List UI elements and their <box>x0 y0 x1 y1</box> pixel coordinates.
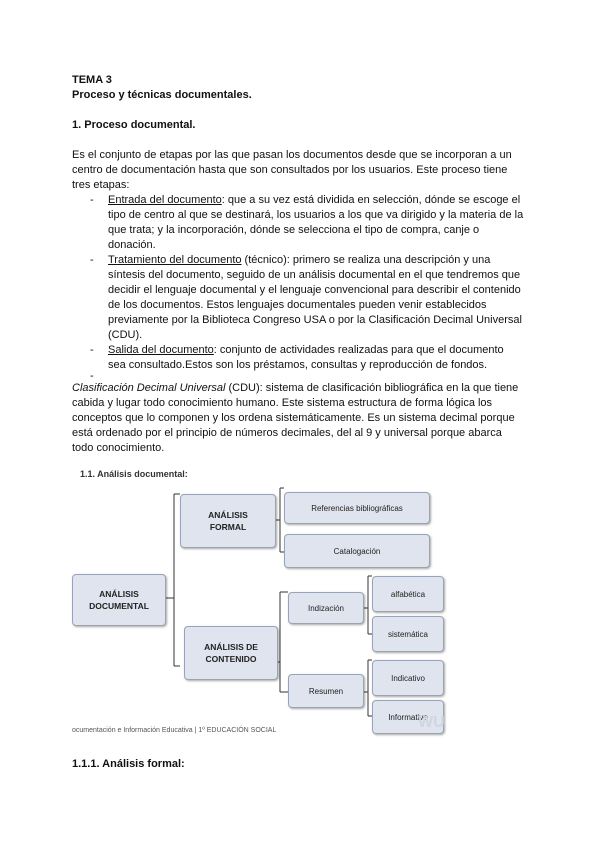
bullet-dash: - <box>90 254 94 266</box>
node-catalogacion: Catalogación <box>284 534 430 568</box>
stage-salida <box>108 343 504 358</box>
stage-text: decidir el lenguaje documental y el lenguaje convencional para describir el contenido <box>108 284 521 296</box>
stage-text: (CDU). <box>108 329 143 341</box>
stage-text: síntesis del documento, seguido de un análisis documental en el que tendremos que <box>108 269 521 281</box>
stage-tratamiento <box>108 253 490 268</box>
section-heading-1-1-1: 1.1.1. Análisis formal: <box>72 758 185 770</box>
stage-text: que trata; y la incorporación, dónde se selecciona el tipo de compra, canje o <box>108 224 480 236</box>
stage-term: Salida del documento <box>108 344 214 356</box>
node-analisis-documental: ANÁLISIS DOCUMENTAL <box>72 574 166 626</box>
stage-entrada <box>108 193 520 208</box>
diagram-caption: ocumentación e Información Educativa | 1º EDUCACIÓN SOCIAL <box>72 727 277 734</box>
bullet-dash: - <box>90 194 94 206</box>
stage-text: : conjunto de actividades realizadas para que el documento <box>213 344 504 356</box>
node-resumen: Resumen <box>288 674 364 708</box>
node-sistematica: sistemática <box>372 616 444 652</box>
tema-label: TEMA 3 <box>72 74 112 86</box>
stage-text: previamente por la Biblioteca Congreso USA o por la Clasificación Decimal Universal <box>108 314 522 326</box>
cdu-text: conceptos que lo componen y los ordena sistemáticamente. Es un sistema decimal porque <box>72 412 515 424</box>
bullet-dash: - <box>90 370 94 382</box>
node-analisis-formal: ANÁLISIS FORMAL <box>180 494 276 548</box>
cdu-text: (CDU): sistema de clasificación bibliográfica en la que tiene <box>225 382 519 394</box>
node-indizacion: Indización <box>288 592 364 624</box>
cdu-text: todo conocimiento. <box>72 442 165 454</box>
node-informativo: Informativo <box>372 700 444 734</box>
stage-text: : que a su vez está dividida en selección, dónde se escoge el <box>221 194 521 206</box>
stage-term: Entrada del documento <box>108 194 222 206</box>
section-heading-1: 1. Proceso documental. <box>72 119 196 131</box>
page-title: Proceso y técnicas documentales. <box>72 89 252 101</box>
stage-text: sea consultado.Estos son los préstamos, consultas y reproducción de fondos. <box>108 359 488 371</box>
node-indicativo: Indicativo <box>372 660 444 696</box>
stage-text: (técnico): primero se realiza una descripción y una <box>241 254 491 266</box>
stage-text: donación. <box>108 239 156 251</box>
intro-line: centro de documentación hasta que son consultados por los usuarios. Este proceso tiene <box>72 164 508 176</box>
diagram-heading: 1.1. Análisis documental: <box>80 469 188 479</box>
cdu-term: Clasificación Decimal Universal <box>72 382 226 394</box>
bullet-dash: - <box>90 344 94 356</box>
intro-line: tres etapas: <box>72 179 130 191</box>
node-analisis-contenido: ANÁLISIS DE CONTENIDO <box>184 626 278 680</box>
watermark-logo: WU <box>418 714 445 731</box>
intro-line: Es el conjunto de etapas por las que pasan los documentos desde que se incorporan a un <box>72 149 512 161</box>
node-alfabetica: alfabética <box>372 576 444 612</box>
stage-text: tipo de centro al que se destinará, los usuarios a los que va dirigido y la materia de la <box>108 209 524 221</box>
cdu-text: está ordenado por el principio de números decimales, del al 9 y universal porque abarca <box>72 427 502 439</box>
stage-term: Tratamiento del documento <box>108 254 242 266</box>
stage-text: de los documentos. Estos lenguajes documentales pueden venir establecidos <box>108 299 487 311</box>
node-referencias-bibliograficas: Referencias bibliográficas <box>284 492 430 524</box>
cdu-paragraph <box>72 381 518 396</box>
analysis-diagram <box>62 466 462 746</box>
cdu-text: cabida y lugar todo conocimiento humano. Este sistema estructura de forma lógica los <box>72 397 493 409</box>
